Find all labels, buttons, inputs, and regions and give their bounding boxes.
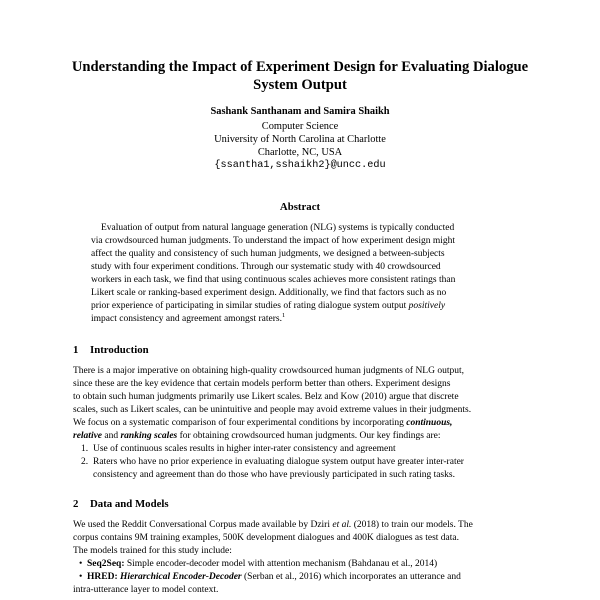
list-item: • Seq2Seq: Simple encoder-decoder model with attention mechanism (Bahdanau et al., 2014) [79,559,438,570]
abstract-line: Evaluation of output from natural language generation (NLG) systems is typically conducted [101,223,455,233]
section-heading-data-and-models [73,498,169,510]
paragraph-line: We used the Reddit Conversational Corpus made available by Dziri et al. (2018) to train our models. The [73,520,473,530]
abstract-line: Likert scale or ranking-based experiment design. Additionally, we find that factors such as no [91,288,447,299]
footnote-marker[interactable]: 1 [282,312,286,320]
title-line-1: Understanding the Impact of Experiment Design for Evaluating Dialogue [71,59,529,75]
paragraph-line: scales, such as Likert scales, can be unintuitive and people may avoid extreme values in their judgments. [73,405,472,416]
affiliation-dept: Computer Science [261,121,339,132]
section-number: 2 [73,498,79,510]
emphasis-positively: positively [408,301,446,312]
paragraph-line: intra-utterance layer to model context. [73,585,219,596]
findings-list [73,443,528,482]
abstract-line: prior experience of participating in similar studies of rating dialogue system output positively [91,301,446,312]
abstract-line: affect the quality and consistency of such human judgments, we designed a between-subjects [91,249,445,260]
introduction-body [73,365,528,482]
authors: Sashank Santhanam and Samira Shaikh [210,106,390,117]
paragraph-line: relative and ranking scales for obtaining crowdsourced human judgments. Our key findings are: [73,431,441,442]
paragraph-line: since these are the key evidence that certain models perform better than others. Experiment designs [73,379,451,390]
emphasis-ranking-scales: ranking scales [120,431,178,442]
paragraph-line: The models trained for this study include: [73,546,232,557]
affiliation-university: University of North Carolina at Charlotte [214,134,386,145]
emphasis-continuous: continuous, [406,418,453,429]
affiliation-location: Charlotte, NC, USA [257,147,343,158]
section-number: 1 [73,344,79,356]
list-item: • HRED: Hierarchical Encoder-Decoder (Serban et al., 2016) which incorporates an utterance and [79,572,461,583]
abstract-heading: Abstract [279,201,321,213]
title-line-2: System Output [253,77,347,93]
abstract-line: workers in each task, we find that using continuous scales achieves more consistent ratings than [91,275,456,286]
abstract-last-line: impact consistency and agreement amongst raters.$^1$ [91,312,286,325]
list-item: 2. Raters who have no prior experience in evaluating dialogue system output have greater inter-rater consistency and agreement than do those who have previously participated in such rating tasks. [81,457,464,481]
section-title: Introduction [90,344,149,356]
citation-etal: et al. [332,520,352,530]
paper-title [60,58,540,94]
models-list [73,558,528,584]
paragraph-line: We focus on a systematic comparison of four experimental conditions by incorporating continuous, [73,418,453,429]
emphasis-relative: relative [73,431,103,442]
section-title: Data and Models [90,498,169,510]
list-item: 1. Use of continuous scales results in higher inter-rater consistency and agreement [81,444,396,455]
abstract-body [91,222,509,326]
paragraph-line: corpus contains 9M training examples, 500K development dialogues and 400K dialogues as test data. [73,533,459,544]
author-email: {ssantha1,sshaikh2}@uncc.edu [214,160,386,171]
abstract-line: via crowdsourced human judgments. To understand the impact of how experiment design might [91,236,456,247]
abstract-line: study with four experiment conditions. Through our systematic study with 40 crowdsourced [91,262,441,273]
section-heading-introduction [73,344,149,356]
paragraph-line: to obtain such human judgments primarily use Likert scales. Belz and Kow (2010) argue that discrete [73,392,459,403]
data-models-body [73,519,528,597]
paragraph-line: There is a major imperative on obtaining high-quality crowdsourced human judgments of NLG output, [73,366,464,376]
